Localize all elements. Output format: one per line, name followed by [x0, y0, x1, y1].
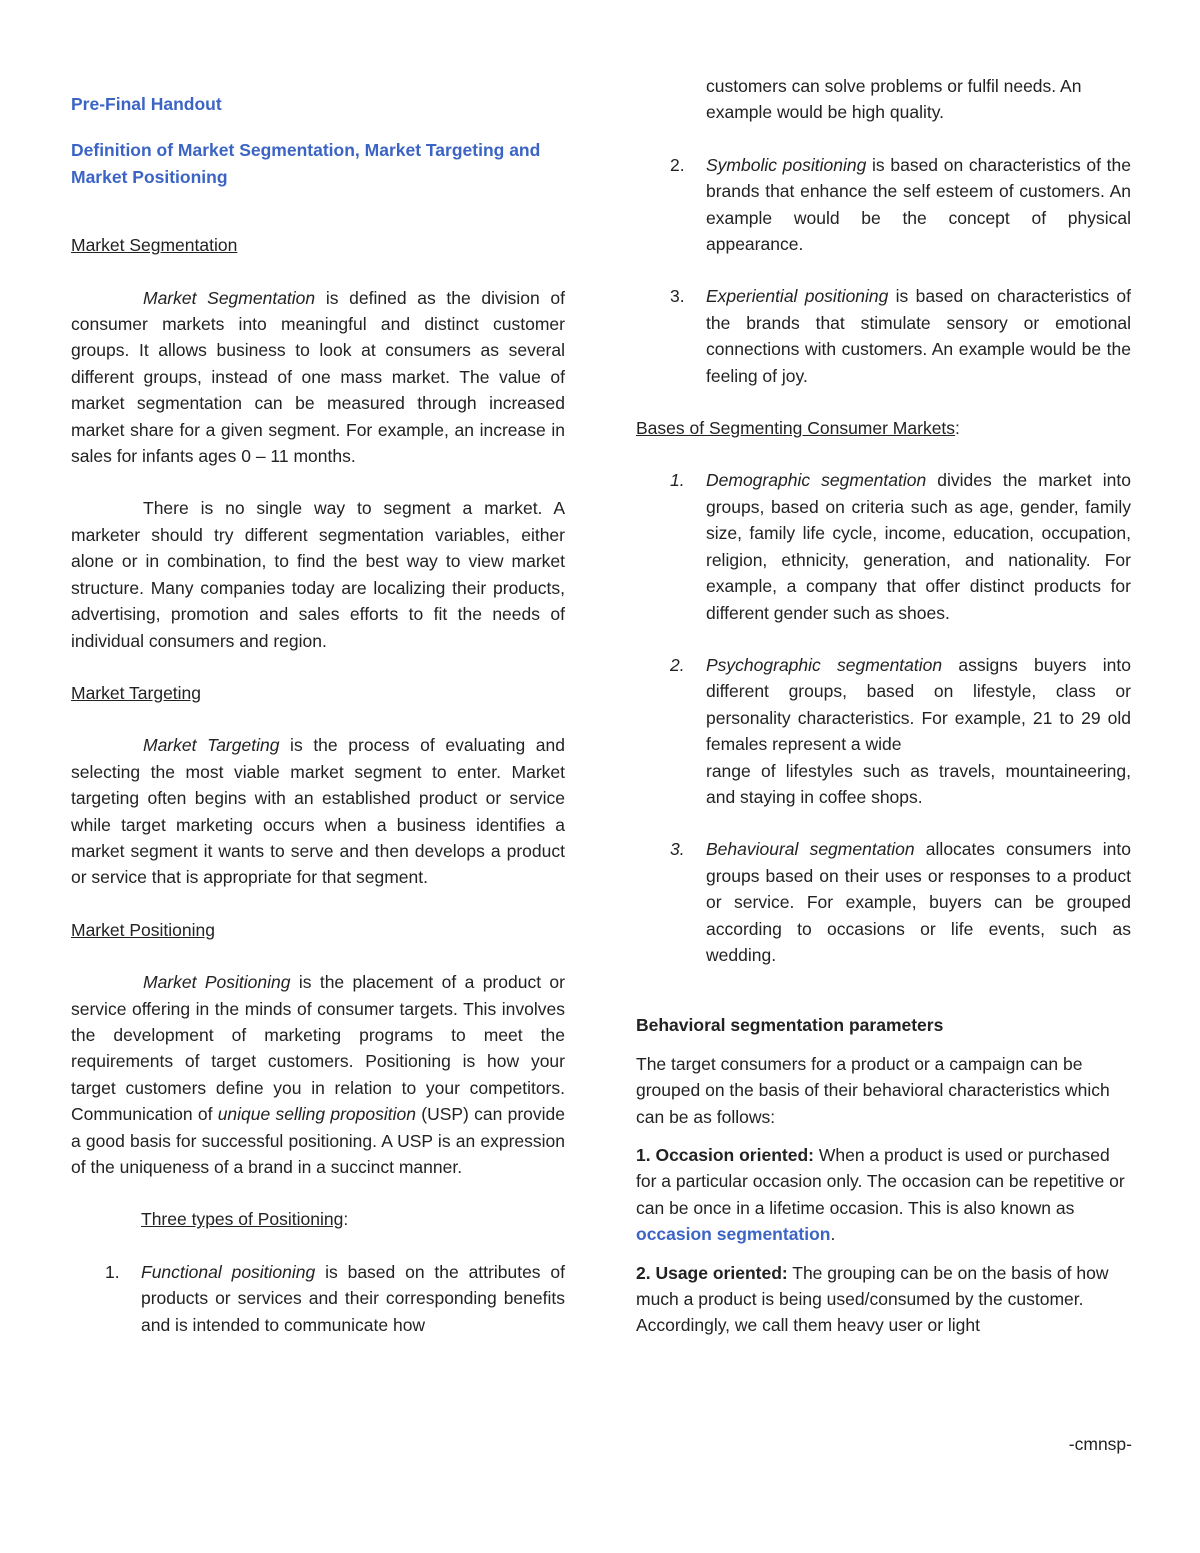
- positioning-type-1-continued: [636, 73, 1131, 126]
- footer-signature: -cmnsp-: [1068, 1434, 1132, 1454]
- positioning-type-1: [71, 1259, 565, 1338]
- list-text: [706, 836, 1131, 968]
- right-column: [636, 73, 1131, 1339]
- bases-heading: [636, 415, 1131, 441]
- subtitle-line-2: Market Positioning: [71, 166, 228, 187]
- positioning-type-term: Functional positioning: [141, 1261, 316, 1282]
- positioning-type-desc: is based on characteristics of the brands that enhance the self esteem of customers. An example would be the concept of physical appearance.: [706, 154, 1132, 255]
- positioning-paragraph: [71, 969, 565, 1180]
- targeting-heading: Market Targeting: [71, 682, 202, 703]
- segmentation-definition: is defined as the division of consumer markets into meaningful and distinct customer groups. It allows business to look at consumers as several different groups, instead of one mass market. The value of market segmentation can be measured through increased market share for a given segment. For example, an increase in sales for infants ages 0 – 11 months.: [71, 287, 565, 467]
- bases-desc: allocates consumers into groups based on their uses or responses to a product or service. For example, buyers can be grouped according to occasions or life events, such as wedding.: [706, 839, 1131, 965]
- positioning-text-b: (USP) can provide a good basis for successful positioning. A USP is an expression of the uniqueness of a brand in a succinct manner.: [71, 1104, 565, 1177]
- targeting-term: Market Targeting: [143, 735, 280, 756]
- list-text: [706, 467, 1131, 625]
- positioning-type-desc: is based on the attributes of products or services and their corresponding benefits and is intended to communicate how: [141, 1261, 565, 1335]
- list-text: [706, 283, 1131, 389]
- bases-item-2: [636, 652, 1131, 810]
- occasion-label: 1. Occasion oriented:: [636, 1145, 814, 1165]
- subtitle-line-1: Definition of Market Segmentation, Market Targeting and: [71, 140, 541, 161]
- behavioral-heading: [636, 1012, 1131, 1038]
- list-text: [706, 152, 1131, 258]
- bases-heading-colon: :: [955, 418, 960, 439]
- positioning-heading: Market Positioning: [71, 919, 215, 940]
- behavioral-item-usage: [636, 1260, 1131, 1339]
- positioning-term: Market Positioning: [143, 972, 291, 993]
- bases-desc: divides the market into groups, based on criteria such as age, gender, family size, family life cycle, income, education, occupation, religion, ethnicity, generation, and nationality. For example, a company that offer distinct products for different gender such as shoes.: [706, 470, 1131, 623]
- list-text: [706, 652, 1131, 810]
- segmentation-heading: Market Segmentation: [71, 235, 238, 256]
- bases-item-3: [636, 836, 1131, 968]
- positioning-types-heading-text: Three types of Positioning: [141, 1209, 344, 1230]
- list-number: 1.: [105, 1261, 120, 1282]
- left-column: [71, 91, 565, 1338]
- targeting-definition: is the process of evaluating and selecting the most viable market segment to enter. Market targeting often begins with an established product or service while target marketing occurs when a business identifies a market segment it wants to serve and then develops a product or service that is appropriate for that segment.: [71, 735, 565, 888]
- bases-desc-continued: range of lifestyles such as travels, mountaineering, and staying in coffee shops.: [706, 760, 1131, 807]
- usage-label: 2. Usage oriented:: [636, 1262, 788, 1283]
- list-number: 3.: [670, 839, 685, 860]
- occasion-text: When a product is used or purchased for a particular occasion only. The occasion can be repetitive or can be once in a lifetime occasion. This is also known as: [636, 1145, 1125, 1218]
- positioning-type-2: [636, 152, 1131, 258]
- positioning-types-heading: [71, 1206, 565, 1232]
- positioning-type-3: [636, 283, 1131, 389]
- bases-heading-text: Bases of Segmenting Consumer Markets: [636, 418, 956, 439]
- bases-term: Psychographic segmentation: [706, 654, 943, 675]
- list-number: 1.: [670, 470, 685, 491]
- list-number-spacer: [636, 73, 706, 126]
- bases-item-1: [636, 467, 1131, 625]
- segmentation-paragraph-2: There is no single way to segment a market. A marketer should try different segmentation variables, either alone or in combination, to find the best way to view market structure. Many companies today are localizing their products, advertising, promotion and sales efforts to fit the needs of individual consumers and region.: [71, 498, 565, 651]
- occasion-segmentation-link[interactable]: occasion segmentation: [636, 1224, 831, 1245]
- occasion-end: .: [830, 1224, 836, 1245]
- behavioral-item-occasion: [636, 1142, 1131, 1248]
- list-number: 3.: [670, 286, 685, 307]
- positioning-type-term: Symbolic positioning: [706, 154, 867, 175]
- behavioral-intro: The target consumers for a product or a campaign can be grouped on the basis of their behavioral characteristics which can be as follows:: [636, 1053, 1110, 1127]
- list-text: customers can solve problems or fulfil needs. An example would be high quality.: [706, 76, 1082, 123]
- segmentation-term: Market Segmentation: [143, 287, 316, 308]
- segmentation-paragraph-1: [71, 285, 565, 470]
- usage-text: The grouping can be on the basis of how much a product is being used/consumed by the customer. Accordingly, we call them heavy user or light: [636, 1262, 1109, 1336]
- bases-term: Demographic segmentation: [706, 470, 927, 491]
- list-text: [141, 1259, 565, 1338]
- usp-term: unique selling proposition: [217, 1104, 416, 1125]
- bases-desc: assigns buyers into different groups, based on lifestyle, class or personality characteristics. For example, 21 to 29 old females represent a wide: [706, 654, 1131, 755]
- targeting-paragraph: [71, 732, 565, 890]
- list-number: 2.: [670, 654, 685, 675]
- page-subtitle: [71, 137, 565, 190]
- positioning-text-a: is the placement of a product or service offering in the minds of consumer targets. This involves the development of marketing programs to meet the requirements of target customers. Positioning is how your target customers define you in relation to your competitors. Communication of: [71, 972, 565, 1125]
- positioning-types-colon: :: [343, 1209, 349, 1230]
- positioning-type-term: Experiential positioning: [706, 286, 889, 307]
- bases-term: Behavioural segmentation: [706, 839, 915, 860]
- page-title: Pre-Final Handout: [71, 94, 222, 114]
- list-number: 2.: [670, 154, 685, 175]
- behavioral-heading-text: Behavioral segmentation parameters: [636, 1015, 944, 1036]
- positioning-type-desc: is based on characteristics of the brands that stimulate sensory or emotional connections with customers. An example would be the feeling of joy.: [706, 286, 1131, 386]
